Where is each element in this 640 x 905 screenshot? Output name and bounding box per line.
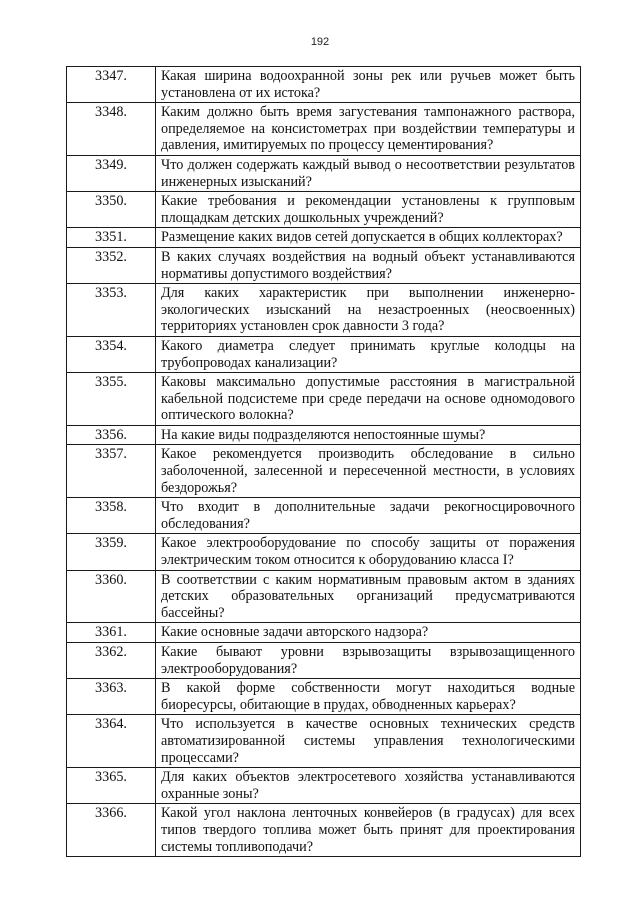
- question-number: 3364.: [67, 715, 156, 768]
- question-text: В соответствии с каким нормативным правовым актом в зданиях детских образовательных организаций предусматриваются бассейны?: [156, 570, 581, 623]
- table-row: [67, 228, 581, 248]
- question-text: Какое электрооборудование по способу защиты от поражения электрическим током относится к оборудованию класса I?: [156, 534, 581, 570]
- question-number: 3365.: [67, 768, 156, 804]
- question-number: 3361.: [67, 623, 156, 643]
- table-row: [67, 445, 581, 498]
- question-number: 3360.: [67, 570, 156, 623]
- question-text: Каким должно быть время загустевания тампонажного раствора, определяемое на консистометрах при воздействии температуры и давления, имитируемых по процессу цементирования?: [156, 103, 581, 156]
- table-row: [67, 768, 581, 804]
- table-row: [67, 425, 581, 445]
- question-number: 3355.: [67, 373, 156, 426]
- question-text: Что должен содержать каждый вывод о несоответствии результатов инженерных изысканий?: [156, 155, 581, 191]
- table-row: [67, 373, 581, 426]
- question-number: 3348.: [67, 103, 156, 156]
- question-text: Размещение каких видов сетей допускается в общих коллекторах?: [156, 228, 581, 248]
- question-text: В каких случаях воздействия на водный объект устанавливаются нормативы допустимого воздействия?: [156, 247, 581, 283]
- question-number: 3358.: [67, 498, 156, 534]
- question-text: Какие бывают уровни взрывозащиты взрывозащищенного электрооборудования?: [156, 643, 581, 679]
- page-number: 192: [310, 36, 330, 48]
- table-row: [67, 155, 581, 191]
- table-row: [67, 623, 581, 643]
- table-row: [67, 534, 581, 570]
- table-row: [67, 336, 581, 372]
- questions-table: [66, 66, 581, 857]
- question-number: 3351.: [67, 228, 156, 248]
- table-row: [67, 804, 581, 857]
- question-text: Какое рекомендуется производить обследование в сильно заболоченной, залесенной и пересеченной местности, в условиях бездорожья?: [156, 445, 581, 498]
- question-text: Какой угол наклона ленточных конвейеров (в градусах) для всех типов твердого топлива может быть принят для проектирования системы топливоподачи?: [156, 804, 581, 857]
- question-number: 3356.: [67, 425, 156, 445]
- table-row: [67, 679, 581, 715]
- table-row: [67, 715, 581, 768]
- question-number: 3357.: [67, 445, 156, 498]
- question-text: Для каких характеристик при выполнении инженерно-экологических изысканий на незастроенных (неосвоенных) территориях установлен срок давности 3 года?: [156, 284, 581, 337]
- table-row: [67, 284, 581, 337]
- question-number: 3349.: [67, 155, 156, 191]
- table-row: [67, 103, 581, 156]
- question-text: На какие виды подразделяются непостоянные шумы?: [156, 425, 581, 445]
- table-row: [67, 570, 581, 623]
- question-number: 3352.: [67, 247, 156, 283]
- question-text: Каковы максимально допустимые расстояния в магистральной кабельной подсистеме при среде передачи на основе одномодового оптического волокна?: [156, 373, 581, 426]
- question-text: Для каких объектов электросетевого хозяйства устанавливаются охранные зоны?: [156, 768, 581, 804]
- table-row: [67, 643, 581, 679]
- table-row: [67, 498, 581, 534]
- question-text: Какие требования и рекомендации установлены к групповым площадкам детских дошкольных учреждений?: [156, 192, 581, 228]
- question-number: 3350.: [67, 192, 156, 228]
- question-text: Какие основные задачи авторского надзора?: [156, 623, 581, 643]
- question-number: 3347.: [67, 67, 156, 103]
- question-number: 3354.: [67, 336, 156, 372]
- question-number: 3363.: [67, 679, 156, 715]
- table-row: [67, 67, 581, 103]
- question-text: Что входит в дополнительные задачи рекогносцировочного обследования?: [156, 498, 581, 534]
- question-number: 3353.: [67, 284, 156, 337]
- table-row: [67, 192, 581, 228]
- question-number: 3366.: [67, 804, 156, 857]
- question-text: Какая ширина водоохранной зоны рек или ручьев может быть установлена от их истока?: [156, 67, 581, 103]
- question-text: Какого диаметра следует принимать круглые колодцы на трубопроводах канализации?: [156, 336, 581, 372]
- question-text: В какой форме собственности могут находиться водные биоресурсы, обитающие в прудах, обводненных карьерах?: [156, 679, 581, 715]
- question-number: 3359.: [67, 534, 156, 570]
- question-number: 3362.: [67, 643, 156, 679]
- question-text: Что используется в качестве основных технических средств автоматизированной системы управления технологическими процессами?: [156, 715, 581, 768]
- table-row: [67, 247, 581, 283]
